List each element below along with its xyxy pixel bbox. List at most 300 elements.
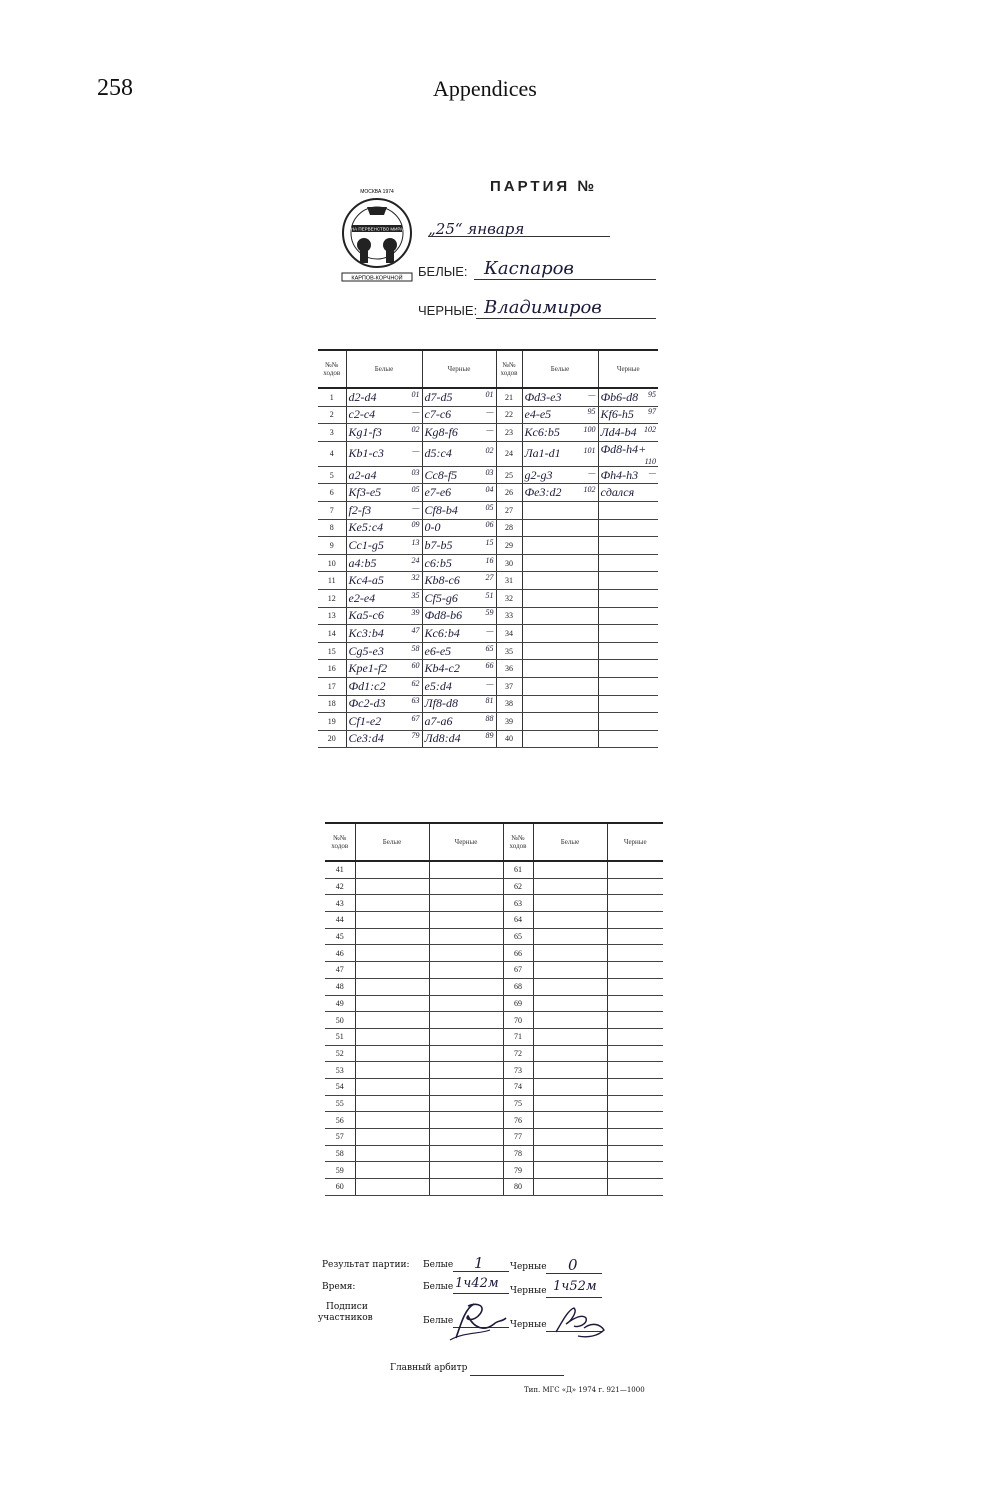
header-black: Черные	[422, 350, 496, 388]
move-number: 48	[325, 978, 355, 995]
table-row	[325, 1179, 663, 1196]
white-move-cell	[346, 537, 422, 555]
move-number: 31	[496, 572, 522, 590]
black-move-cell	[598, 730, 658, 748]
printer-line: Тип. МГС «Д» 1974 г. 921—1000	[524, 1386, 645, 1394]
black-move-cell	[598, 660, 658, 678]
white-move-cell	[522, 406, 598, 424]
white-move-cell	[346, 642, 422, 660]
move-number: 5	[318, 466, 346, 484]
move-number: 33	[496, 607, 522, 625]
white-move-cell	[355, 1162, 429, 1179]
black-move-cell	[607, 1062, 663, 1079]
black-move-cell	[429, 1112, 503, 1129]
black-move-cell	[598, 642, 658, 660]
black-move: Фd8-b6	[424, 608, 463, 623]
white-move-cell	[533, 1145, 607, 1162]
black-move-cell	[598, 589, 658, 607]
move-number: 29	[496, 537, 522, 555]
move-number: 20	[318, 730, 346, 748]
white-move-cell	[533, 945, 607, 962]
white-move-cell	[533, 978, 607, 995]
table-row	[325, 1062, 663, 1079]
move-number: 53	[325, 1062, 355, 1079]
move-number: 39	[496, 713, 522, 731]
table-row	[318, 441, 658, 466]
table-row	[318, 501, 658, 519]
black-move-cell	[429, 1162, 503, 1179]
move-number: 23	[496, 424, 522, 442]
black-time: 15	[485, 537, 494, 547]
move-number: 73	[503, 1062, 533, 1079]
black-move-cell	[422, 441, 496, 466]
move-number: 78	[503, 1145, 533, 1162]
black-move-cell	[422, 625, 496, 643]
white-move: d2-d4	[348, 389, 377, 404]
black-move-cell	[598, 554, 658, 572]
white-move-cell	[533, 912, 607, 929]
header-num: №№ ходов	[496, 350, 522, 388]
black-move-cell	[598, 388, 658, 406]
result-black-label: Черные	[510, 1262, 547, 1272]
move-number: 69	[503, 995, 533, 1012]
white-time: 60	[411, 661, 420, 671]
white-move-cell	[355, 878, 429, 895]
move-number: 10	[318, 554, 346, 572]
black-move-cell	[429, 1012, 503, 1029]
black-move-cell	[598, 424, 658, 442]
black-move: e7-e6	[424, 485, 452, 500]
white-move-cell	[346, 501, 422, 519]
white-move: Kpe1-f2	[348, 661, 388, 676]
white-move-cell	[522, 441, 598, 466]
move-number: 27	[496, 501, 522, 519]
black-move: a7-a6	[424, 713, 453, 728]
move-number: 12	[318, 589, 346, 607]
black-move: e6-e5	[424, 643, 452, 658]
black-move-cell	[607, 995, 663, 1012]
black-move-cell	[607, 928, 663, 945]
black-move: Kb8-c6	[424, 573, 460, 588]
white-move: Фd3-e3	[524, 389, 562, 404]
move-number: 46	[325, 945, 355, 962]
white-move: e4-e5	[524, 407, 552, 422]
white-move: Ke5:c4	[348, 520, 384, 535]
black-move-cell	[429, 1078, 503, 1095]
black-move-cell	[429, 1095, 503, 1112]
header-black: Черные	[429, 823, 503, 861]
table-row	[318, 484, 658, 502]
time-white: 1ч42м	[455, 1276, 499, 1291]
white-move: c2-c4	[348, 407, 376, 422]
white-move-cell	[346, 424, 422, 442]
black-move-cell	[607, 1129, 663, 1146]
white-line	[474, 279, 656, 280]
black-move: Лd4-b4	[600, 424, 637, 439]
white-move-cell	[355, 1062, 429, 1079]
move-number: 1	[318, 388, 346, 406]
white-move-cell	[346, 607, 422, 625]
black-time: —	[486, 678, 494, 688]
black-move: Kc6:b4	[424, 625, 460, 640]
black-move-cell	[598, 406, 658, 424]
moves-table-1-40	[318, 349, 658, 748]
white-move-cell	[522, 695, 598, 713]
table-row	[318, 607, 658, 625]
black-move: Kb4-c2	[424, 661, 460, 676]
black-move-cell	[607, 1012, 663, 1029]
move-number: 43	[325, 895, 355, 912]
table-row	[325, 861, 663, 878]
white-time: 24	[411, 555, 420, 565]
white-move-cell	[355, 962, 429, 979]
white-label: БЕЛЫЕ:	[418, 264, 468, 279]
black-time: —	[486, 625, 494, 635]
move-number: 4	[318, 441, 346, 466]
black-move-cell	[429, 912, 503, 929]
white-move-cell	[355, 1095, 429, 1112]
running-head: Appendices	[433, 76, 537, 101]
move-number: 75	[503, 1095, 533, 1112]
white-move-cell	[522, 572, 598, 590]
white-move-cell	[346, 589, 422, 607]
white-move: a2-a4	[348, 467, 377, 482]
table-row	[325, 1078, 663, 1095]
table-row	[318, 537, 658, 555]
black-move: Фd8-h4+	[600, 441, 647, 456]
game-title: ПАРТИЯ №	[490, 178, 598, 195]
black-move-cell	[429, 928, 503, 945]
black-move-cell	[422, 695, 496, 713]
white-move-cell	[346, 466, 422, 484]
move-number: 65	[503, 928, 533, 945]
white-time: 03	[411, 467, 420, 477]
white-time: 02	[411, 424, 420, 434]
white-move-cell	[522, 625, 598, 643]
black-signature-icon	[548, 1302, 608, 1342]
black-time: 02	[485, 446, 494, 456]
move-number: 6	[318, 484, 346, 502]
header-num: №№ ходов	[503, 823, 533, 861]
white-time: 58	[411, 643, 420, 653]
black-time: 66	[485, 661, 494, 671]
white-move-cell	[355, 1012, 429, 1029]
table-row	[318, 406, 658, 424]
black-time: 06	[485, 520, 494, 530]
white-move: Ce3:d4	[348, 731, 384, 746]
table-row	[318, 424, 658, 442]
white-move-cell	[346, 625, 422, 643]
black-move-cell	[598, 537, 658, 555]
white-move-cell	[355, 861, 429, 878]
black-move-cell	[598, 607, 658, 625]
move-number: 41	[325, 861, 355, 878]
white-move: Ka5-c6	[348, 608, 384, 623]
white-move: Cg5-e3	[348, 643, 384, 658]
white-time: 101	[583, 446, 596, 456]
white-move-cell	[355, 912, 429, 929]
black-move-cell	[598, 519, 658, 537]
black-move-cell	[429, 995, 503, 1012]
white-move-cell	[522, 388, 598, 406]
table-row	[318, 388, 658, 406]
black-move-cell	[429, 1062, 503, 1079]
move-number: 44	[325, 912, 355, 929]
move-number: 37	[496, 677, 522, 695]
signatures-label-2: участников	[318, 1313, 373, 1323]
move-number: 76	[503, 1112, 533, 1129]
white-time: 05	[411, 485, 420, 495]
white-time: 79	[411, 731, 420, 741]
black-move-cell	[429, 895, 503, 912]
black-move: Cf8-b4	[424, 502, 458, 517]
black-move-cell	[598, 572, 658, 590]
move-number: 7	[318, 501, 346, 519]
white-move: Kb1-c3	[348, 446, 384, 461]
black-move-cell	[598, 625, 658, 643]
white-move-cell	[346, 713, 422, 731]
white-time: 100	[583, 424, 596, 434]
white-move-cell	[346, 695, 422, 713]
white-move-cell	[522, 466, 598, 484]
logo-city-text: МОСКВА 1974	[360, 189, 394, 195]
black-move-cell	[422, 589, 496, 607]
table-row	[325, 895, 663, 912]
table-row	[325, 1145, 663, 1162]
move-number: 57	[325, 1129, 355, 1146]
move-number: 36	[496, 660, 522, 678]
black-time: 88	[485, 713, 494, 723]
black-move: сдался	[600, 485, 635, 500]
result-white: 1	[474, 1254, 484, 1272]
black-move-cell	[422, 537, 496, 555]
move-number: 67	[503, 962, 533, 979]
white-move-cell	[346, 388, 422, 406]
table-row	[318, 466, 658, 484]
black-move-cell	[422, 607, 496, 625]
white-move-cell	[522, 677, 598, 695]
table-row	[318, 713, 658, 731]
white-time: —	[412, 502, 420, 512]
arbiter-line	[470, 1375, 564, 1376]
move-number: 72	[503, 1045, 533, 1062]
table-row	[318, 589, 658, 607]
black-move-cell	[422, 642, 496, 660]
black-time: 51	[485, 590, 494, 600]
black-move-cell	[607, 945, 663, 962]
time-white-label: Белые	[423, 1282, 454, 1292]
black-move-cell	[598, 501, 658, 519]
black-time: —	[486, 424, 494, 434]
white-move: Kg1-f3	[348, 424, 382, 439]
move-number: 71	[503, 1028, 533, 1045]
black-player: Владимиров	[484, 297, 602, 318]
move-number: 47	[325, 962, 355, 979]
move-number: 25	[496, 466, 522, 484]
white-move: Фe3:d2	[524, 485, 562, 500]
black-move-cell	[422, 660, 496, 678]
black-move-cell	[598, 441, 658, 466]
black-move-cell	[429, 1028, 503, 1045]
black-move-cell	[429, 945, 503, 962]
white-move-cell	[522, 554, 598, 572]
black-time: 81	[485, 696, 494, 706]
black-move-cell	[607, 1095, 663, 1112]
white-move-cell	[346, 406, 422, 424]
move-number: 17	[318, 677, 346, 695]
white-move-cell	[355, 895, 429, 912]
black-move-cell	[429, 1129, 503, 1146]
move-number: 56	[325, 1112, 355, 1129]
move-number: 11	[318, 572, 346, 590]
white-move-cell	[533, 1162, 607, 1179]
move-number: 49	[325, 995, 355, 1012]
move-number: 80	[503, 1179, 533, 1196]
white-move-cell	[533, 1095, 607, 1112]
table-row	[318, 677, 658, 695]
white-move: Kf3-e5	[348, 485, 382, 500]
move-number: 30	[496, 554, 522, 572]
white-move-cell	[346, 519, 422, 537]
table-row	[325, 878, 663, 895]
black-move-cell	[607, 1179, 663, 1196]
black-line	[476, 318, 656, 319]
black-move-cell	[598, 695, 658, 713]
move-number: 21	[496, 388, 522, 406]
black-time: 59	[485, 608, 494, 618]
move-number: 70	[503, 1012, 533, 1029]
black-move-cell	[429, 878, 503, 895]
move-number: 14	[318, 625, 346, 643]
time-label: Время:	[322, 1282, 356, 1292]
black-move-cell	[429, 1145, 503, 1162]
white-move-cell	[533, 1045, 607, 1062]
white-move-cell	[355, 928, 429, 945]
move-number: 9	[318, 537, 346, 555]
move-number: 50	[325, 1012, 355, 1029]
white-move-cell	[533, 895, 607, 912]
white-time: 95	[587, 407, 596, 417]
move-number: 58	[325, 1145, 355, 1162]
sign-black-label: Черные	[510, 1320, 547, 1330]
white-move: Kc6:b5	[524, 424, 560, 439]
black-move: e5:d4	[424, 678, 452, 693]
move-number: 26	[496, 484, 522, 502]
black-time: 89	[485, 731, 494, 741]
header-white: Белые	[346, 350, 422, 388]
white-move-cell	[355, 1112, 429, 1129]
black-move: c7-c6	[424, 407, 452, 422]
black-move-cell	[607, 878, 663, 895]
white-time: 09	[411, 520, 420, 530]
move-number: 79	[503, 1162, 533, 1179]
signatures-label: Подписи	[326, 1302, 368, 1312]
black-move-cell	[607, 1145, 663, 1162]
white-move-cell	[355, 1078, 429, 1095]
white-signature-icon	[444, 1298, 510, 1344]
black-move: Kf6-h5	[600, 407, 634, 422]
header-white: Белые	[522, 350, 598, 388]
white-time: 13	[411, 537, 420, 547]
move-number: 3	[318, 424, 346, 442]
table-row	[325, 995, 663, 1012]
move-number: 68	[503, 978, 533, 995]
black-move: b7-b5	[424, 537, 453, 552]
black-move: d7-d5	[424, 389, 453, 404]
white-move-cell	[346, 677, 422, 695]
white-time: —	[588, 389, 596, 399]
header-black: Черные	[607, 823, 663, 861]
black-time: 16	[485, 555, 494, 565]
black-move: 0-0	[424, 520, 441, 535]
black-move-cell	[422, 519, 496, 537]
black-move-cell	[607, 978, 663, 995]
black-move-cell	[607, 1045, 663, 1062]
move-number: 28	[496, 519, 522, 537]
white-move: a4:b5	[348, 555, 377, 570]
black-move: c6:b5	[424, 555, 452, 570]
move-number: 55	[325, 1095, 355, 1112]
move-number: 63	[503, 895, 533, 912]
time-black: 1ч52м	[553, 1279, 597, 1294]
black-move-cell	[422, 572, 496, 590]
white-move-cell	[533, 861, 607, 878]
move-number: 32	[496, 589, 522, 607]
move-number: 74	[503, 1078, 533, 1095]
move-number: 34	[496, 625, 522, 643]
result-label: Результат партии:	[322, 1260, 410, 1270]
white-move-cell	[522, 713, 598, 731]
black-move-cell	[422, 406, 496, 424]
black-move-cell	[429, 1179, 503, 1196]
white-time: 01	[411, 389, 420, 399]
black-move-cell	[607, 1028, 663, 1045]
move-number: 18	[318, 695, 346, 713]
move-number: 42	[325, 878, 355, 895]
move-number: 45	[325, 928, 355, 945]
white-time: 32	[411, 573, 420, 583]
time-black-label: Черные	[510, 1286, 547, 1296]
move-number: 38	[496, 695, 522, 713]
date-line	[428, 236, 610, 237]
black-move-cell	[422, 388, 496, 406]
move-number: 40	[496, 730, 522, 748]
white-move-cell	[533, 928, 607, 945]
white-time: —	[588, 467, 596, 477]
white-move: Kc3:b4	[348, 625, 384, 640]
black-move-cell	[607, 962, 663, 979]
black-move-cell	[422, 501, 496, 519]
white-move-cell	[533, 995, 607, 1012]
header-white: Белые	[355, 823, 429, 861]
result-white-label: Белые	[423, 1260, 454, 1270]
white-time: 39	[411, 608, 420, 618]
move-number: 61	[503, 861, 533, 878]
white-move: Фd1:c2	[348, 678, 386, 693]
white-move-cell	[522, 424, 598, 442]
game-date: „25“ января	[428, 220, 525, 238]
black-move: Лf8-d8	[424, 696, 458, 711]
white-move-cell	[522, 537, 598, 555]
white-move: Лa1-d1	[524, 446, 561, 461]
white-move: Cc1-g5	[348, 537, 384, 552]
move-number: 60	[325, 1179, 355, 1196]
black-move: Лd8:d4	[424, 731, 461, 746]
arbiter-label: Главный арбитр	[390, 1363, 468, 1373]
result-black: 0	[568, 1256, 578, 1274]
black-move-cell	[422, 466, 496, 484]
black-move: d5:c4	[424, 446, 452, 461]
